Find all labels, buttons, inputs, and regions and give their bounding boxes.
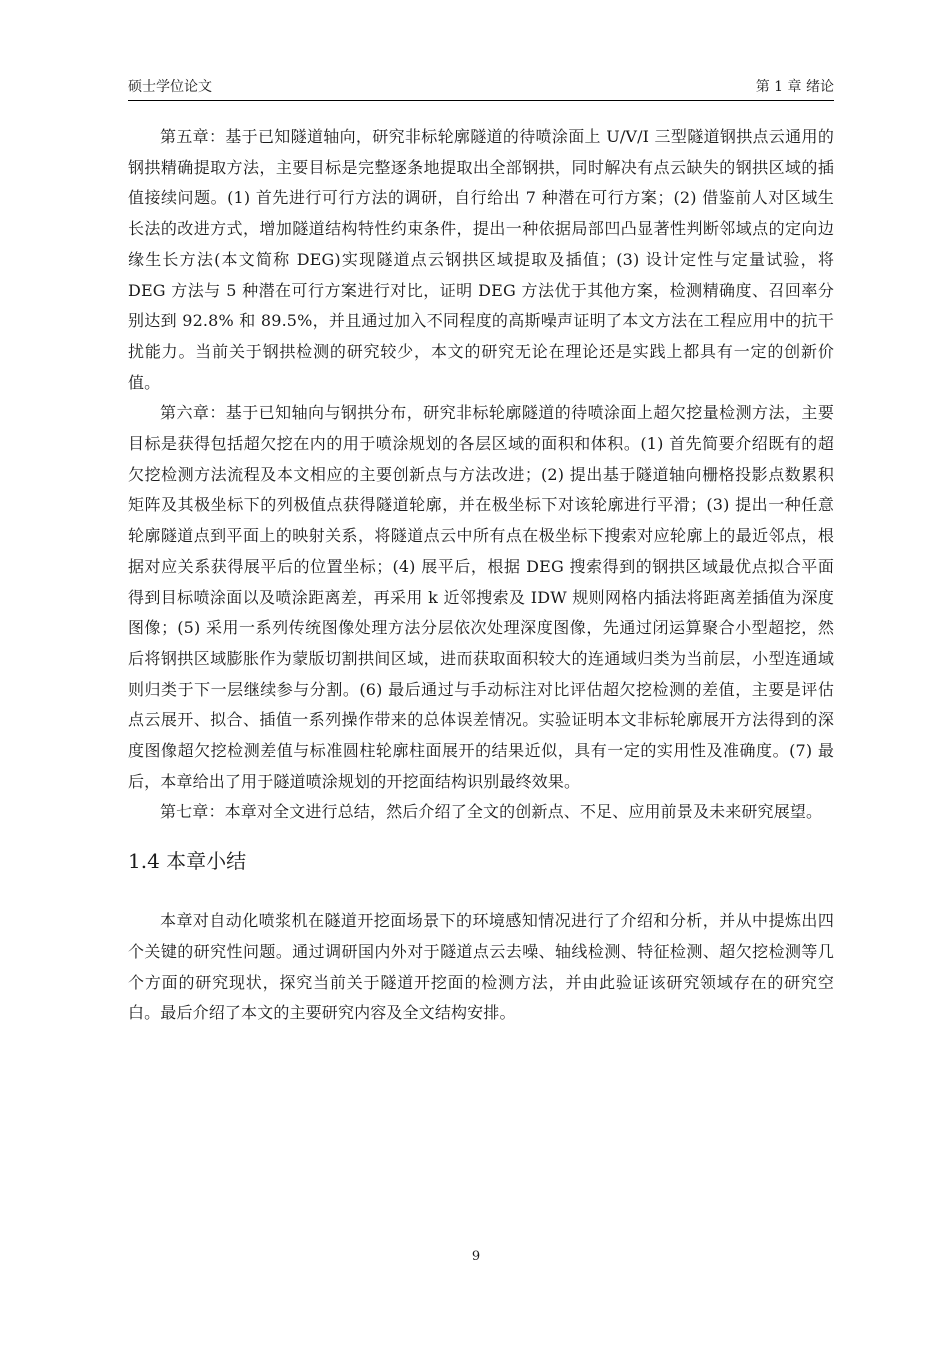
running-header (128, 78, 834, 101)
paragraph-chapter-6: 第六章：基于已知轴向与钢拱分布，研究非标轮廓隧道的待喷涂面上超欠挖量检测方法，主要目标是获得包括超欠挖在内的用于喷涂规划的各层区域的面积和体积。(1) 首先简要介绍既有的超欠挖检测方法流程及本文相应的主要创新点与方法改进；(2) 提出基于隧道轴向栅格投影点数累积矩阵及其极坐标下的列极值点获得隧道轮廓，并在极坐标下对该轮廓进行平滑；(3) 提出一种任意轮廓隧道点到平面上的映射关系，将隧道点云中所有点在极坐标下搜索对应轮廓上的最近邻点，根据对应关系获得展平后的位置坐标；(4) 展平后，根据 DEG 搜索得到的钢拱区域最优点拟合平面得到目标喷涂面以及喷涂距离差，再采用 k 近邻搜索及 IDW 规则网格内插法将距离差插值为深度图像；(5) 采用一系列传统图像处理方法分层依次处理深度图像，先通过闭运算聚合小型超挖，然后将钢拱区域膨胀作为蒙版切割拱间区域，进而获取面积较大的连通域归类为当前层，小型连通域则归类于下一层继续参与分割。(6) 最后通过与手动标注对比评估超欠挖检测的差值，主要是评估点云展开、拟合、插值一系列操作带来的总体误差情况。实验证明本文非标轮廓展开方法得到的深度图像超欠挖检测差值与标准圆柱轮廓柱面展开的结果近似，具有一定的实用性及准确度。(7) 最后，本章给出了用于隧道喷涂规划的开挖面结构识别最终效果。 (128, 403, 834, 791)
paragraph-summary: 本章对自动化喷浆机在隧道开挖面场景下的环境感知情况进行了介绍和分析，并从中提炼出四个关键的研究性问题。通过调研国内外对于隧道点云去噪、轴线检测、特征检测、超欠挖检测等几个方面的研究现状，探究当前关于隧道开挖面的检测方法，并由此验证该研究领域存在的研究空白。最后介绍了本文的主要研究内容及全文结构安排。 (128, 911, 834, 1023)
paragraph-chapter-7: 第七章：本章对全文进行总结，然后介绍了全文的创新点、不足、应用前景及未来研究展望。 (160, 802, 823, 822)
header-chapter-title: 第 1 章 绪论 (755, 79, 834, 95)
paragraph-chapter-5: 第五章：基于已知隧道轴向，研究非标轮廓隧道的待喷涂面上 U/V/I 三型隧道钢拱点云通用的钢拱精确提取方法，主要目标是完整逐条地提取出全部钢拱，同时解决有点云缺失的钢拱区域的插值接续问题。(1) 首先进行可行方法的调研，自行给出 7 种潜在可行方案；(2) 借鉴前人对区域生长法的改进方式，增加隧道结构特性约束条件，提出一种依据局部凹凸显著性判断邻域点的定向边缘生长方法(本文简称 DEG)实现隧道点云钢拱区域提取及插值；(3) 设计定性与定量试验，将 DEG 方法与 5 种潜在可行方案进行对比，证明 DEG 方法优于其他方案，检测精确度、召回率分别达到 92.8% 和 89.5%，并且通过加入不同程度的高斯噪声证明了本文方法在工程应用中的抗干扰能力。当前关于钢拱检测的研究较少，本文的研究无论在理论还是实践上都具有一定的创新价值。 (128, 127, 834, 392)
section-heading: 1.4 本章小结 (128, 849, 247, 874)
main-content (128, 122, 834, 1029)
header-thesis-type: 硕士学位论文 (128, 79, 212, 95)
page-number: 9 (471, 1249, 481, 1264)
